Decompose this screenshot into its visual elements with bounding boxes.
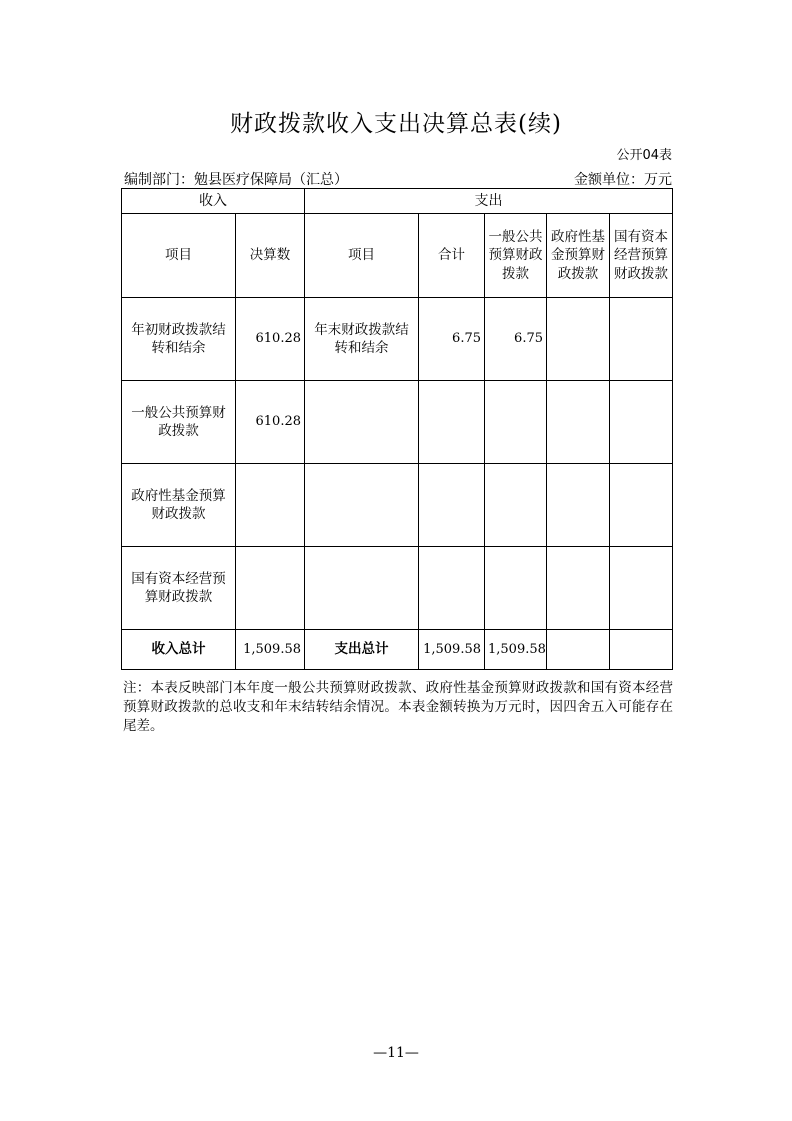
income-value-cell bbox=[236, 547, 305, 630]
unit-label: 金额单位：万元 bbox=[574, 172, 672, 188]
page-number: —11— bbox=[373, 1045, 419, 1061]
table-row bbox=[122, 381, 673, 464]
expense-general-cell: 6.75 bbox=[485, 298, 547, 381]
fiscal-summary-table bbox=[121, 188, 673, 670]
expense-gov-fund-cell bbox=[547, 298, 610, 381]
expense-total-cell bbox=[419, 381, 485, 464]
expense-state-capital-cell bbox=[610, 547, 673, 630]
income-total-value: 1,509.58 bbox=[236, 630, 305, 670]
expense-general-total: 1,509.58 bbox=[485, 630, 547, 670]
table-row bbox=[122, 298, 673, 381]
expense-total-cell bbox=[419, 464, 485, 547]
income-item-cell: 一般公共预算财政拨款 bbox=[122, 381, 236, 464]
header-state-capital: 国有资本经营预算财政拨款 bbox=[610, 214, 673, 298]
income-total-label: 收入总计 bbox=[122, 630, 236, 670]
document-title: 财政拨款收入支出决算总表(续) bbox=[230, 111, 562, 137]
section-expense-header: 支出 bbox=[305, 189, 673, 214]
table-row bbox=[122, 547, 673, 630]
footnote: 注：本表反映部门本年度一般公共预算财政拨款、政府性基金预算财政拨款和国有资本经营预算财政拨款的总收支和年末结转结余情况。本表金额转换为万元时，因四舍五入可能存在尾差。 bbox=[123, 680, 673, 734]
expense-gov-fund-cell bbox=[547, 464, 610, 547]
expense-item-cell bbox=[305, 547, 419, 630]
expense-item-cell bbox=[305, 381, 419, 464]
header-total: 合计 bbox=[419, 214, 485, 298]
income-item-cell: 政府性基金预算财政拨款 bbox=[122, 464, 236, 547]
expense-general-cell bbox=[485, 381, 547, 464]
department-label: 编制部门：勉县医疗保障局（汇总） bbox=[124, 172, 348, 188]
header-general-budget: 一般公共预算财政拨款 bbox=[485, 214, 547, 298]
expense-total-value: 1,509.58 bbox=[419, 630, 485, 670]
header-item-income: 项目 bbox=[122, 214, 236, 298]
expense-gov-fund-cell bbox=[547, 381, 610, 464]
form-number: 公开04表 bbox=[616, 148, 672, 163]
income-item-cell: 国有资本经营预算财政拨款 bbox=[122, 547, 236, 630]
expense-total-cell bbox=[419, 547, 485, 630]
expense-item-cell: 年末财政拨款结转和结余 bbox=[305, 298, 419, 381]
expense-total-cell: 6.75 bbox=[419, 298, 485, 381]
header-item-expense: 项目 bbox=[305, 214, 419, 298]
expense-item-cell bbox=[305, 464, 419, 547]
expense-state-capital-cell bbox=[610, 381, 673, 464]
income-value-cell bbox=[236, 464, 305, 547]
table-row bbox=[122, 464, 673, 547]
expense-state-capital-total bbox=[610, 630, 673, 670]
income-item-cell: 年初财政拨款结转和结余 bbox=[122, 298, 236, 381]
income-value-cell: 610.28 bbox=[236, 381, 305, 464]
expense-total-label: 支出总计 bbox=[305, 630, 419, 670]
expense-gov-fund-cell bbox=[547, 547, 610, 630]
section-income-header: 收入 bbox=[122, 189, 305, 214]
header-final-amount: 决算数 bbox=[236, 214, 305, 298]
income-value-cell: 610.28 bbox=[236, 298, 305, 381]
expense-general-cell bbox=[485, 547, 547, 630]
header-gov-fund: 政府性基金预算财政拨款 bbox=[547, 214, 610, 298]
expense-state-capital-cell bbox=[610, 464, 673, 547]
totals-row bbox=[122, 630, 673, 670]
expense-general-cell bbox=[485, 464, 547, 547]
expense-state-capital-cell bbox=[610, 298, 673, 381]
expense-gov-fund-total bbox=[547, 630, 610, 670]
